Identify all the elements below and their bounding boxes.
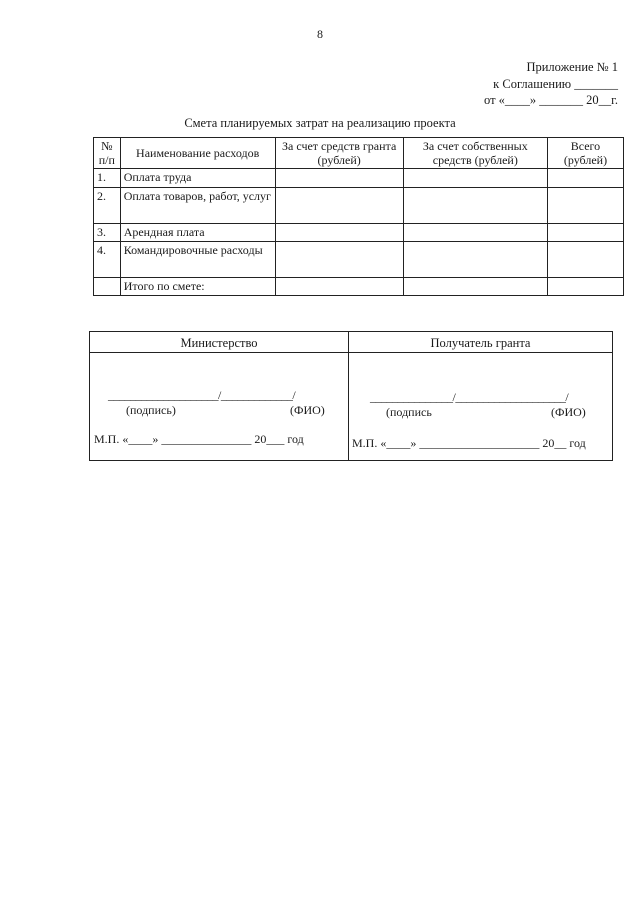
signature-header-divider xyxy=(90,352,612,353)
table-total-row xyxy=(94,278,624,296)
ministry-name-caption: (ФИО) xyxy=(290,403,325,417)
page-number: 8 xyxy=(317,27,323,41)
table-row xyxy=(94,224,624,242)
table-header-row xyxy=(94,138,624,169)
table-row xyxy=(94,169,624,188)
header-name: Наименование расходов xyxy=(120,138,275,169)
row-num: 3. xyxy=(94,224,121,242)
appendix-agreement-ref: к Соглашению _______ xyxy=(493,77,618,91)
row-name: Оплата труда xyxy=(120,169,275,188)
row-num: 2. xyxy=(94,188,121,224)
ministry-signature-line: ____________________/_____________/ xyxy=(108,388,296,402)
recipient-signature-line: _______________/____________________/ xyxy=(370,390,569,404)
appendix-title: Приложение № 1 xyxy=(526,60,618,74)
header-grant: За счет средств гранта (рублей) xyxy=(275,138,403,169)
recipient-stamp-date: М.П. «____» ____________________ 20__ год xyxy=(352,436,586,450)
row-num: 1. xyxy=(94,169,121,188)
ministry-stamp-date: М.П. «____» _______________ 20___ год xyxy=(94,432,304,446)
header-own-funds: За счет собственных средств (рублей) xyxy=(403,138,547,169)
ministry-signature-caption: (подпись) xyxy=(126,403,176,417)
total-num-cell xyxy=(94,278,121,296)
recipient-signature-caption: (подпись xyxy=(386,405,432,419)
total-sum-cell xyxy=(547,278,623,296)
header-num: № п/п xyxy=(94,138,121,169)
cell-grant xyxy=(275,242,403,278)
document-title: Смета планируемых затрат на реализацию проекта xyxy=(184,116,456,130)
cell-total xyxy=(547,242,623,278)
appendix-date-line: от «____» _______ 20__г. xyxy=(483,93,618,107)
signature-block xyxy=(89,331,613,461)
cell-own-funds xyxy=(403,188,547,224)
budget-table xyxy=(93,137,624,296)
row-name: Оплата товаров, работ, услуг xyxy=(120,188,275,224)
cell-own-funds xyxy=(403,224,547,242)
cell-grant xyxy=(275,169,403,188)
cell-total xyxy=(547,224,623,242)
grant-recipient-title: Получатель гранта xyxy=(430,336,531,350)
total-grant-cell xyxy=(275,278,403,296)
recipient-name-caption: (ФИО) xyxy=(551,405,586,419)
cell-grant xyxy=(275,224,403,242)
header-total: Всего (рублей) xyxy=(547,138,623,169)
row-name: Арендная плата xyxy=(120,224,275,242)
cell-total xyxy=(547,188,623,224)
table-row xyxy=(94,242,624,278)
total-label: Итого по смете: xyxy=(120,278,275,296)
table-row xyxy=(94,188,624,224)
ministry-title: Министерство xyxy=(180,336,258,350)
total-own-funds-cell xyxy=(403,278,547,296)
row-num: 4. xyxy=(94,242,121,278)
cell-own-funds xyxy=(403,242,547,278)
cell-total xyxy=(547,169,623,188)
cell-own-funds xyxy=(403,169,547,188)
row-name: Командировочные расходы xyxy=(120,242,275,278)
cell-grant xyxy=(275,188,403,224)
